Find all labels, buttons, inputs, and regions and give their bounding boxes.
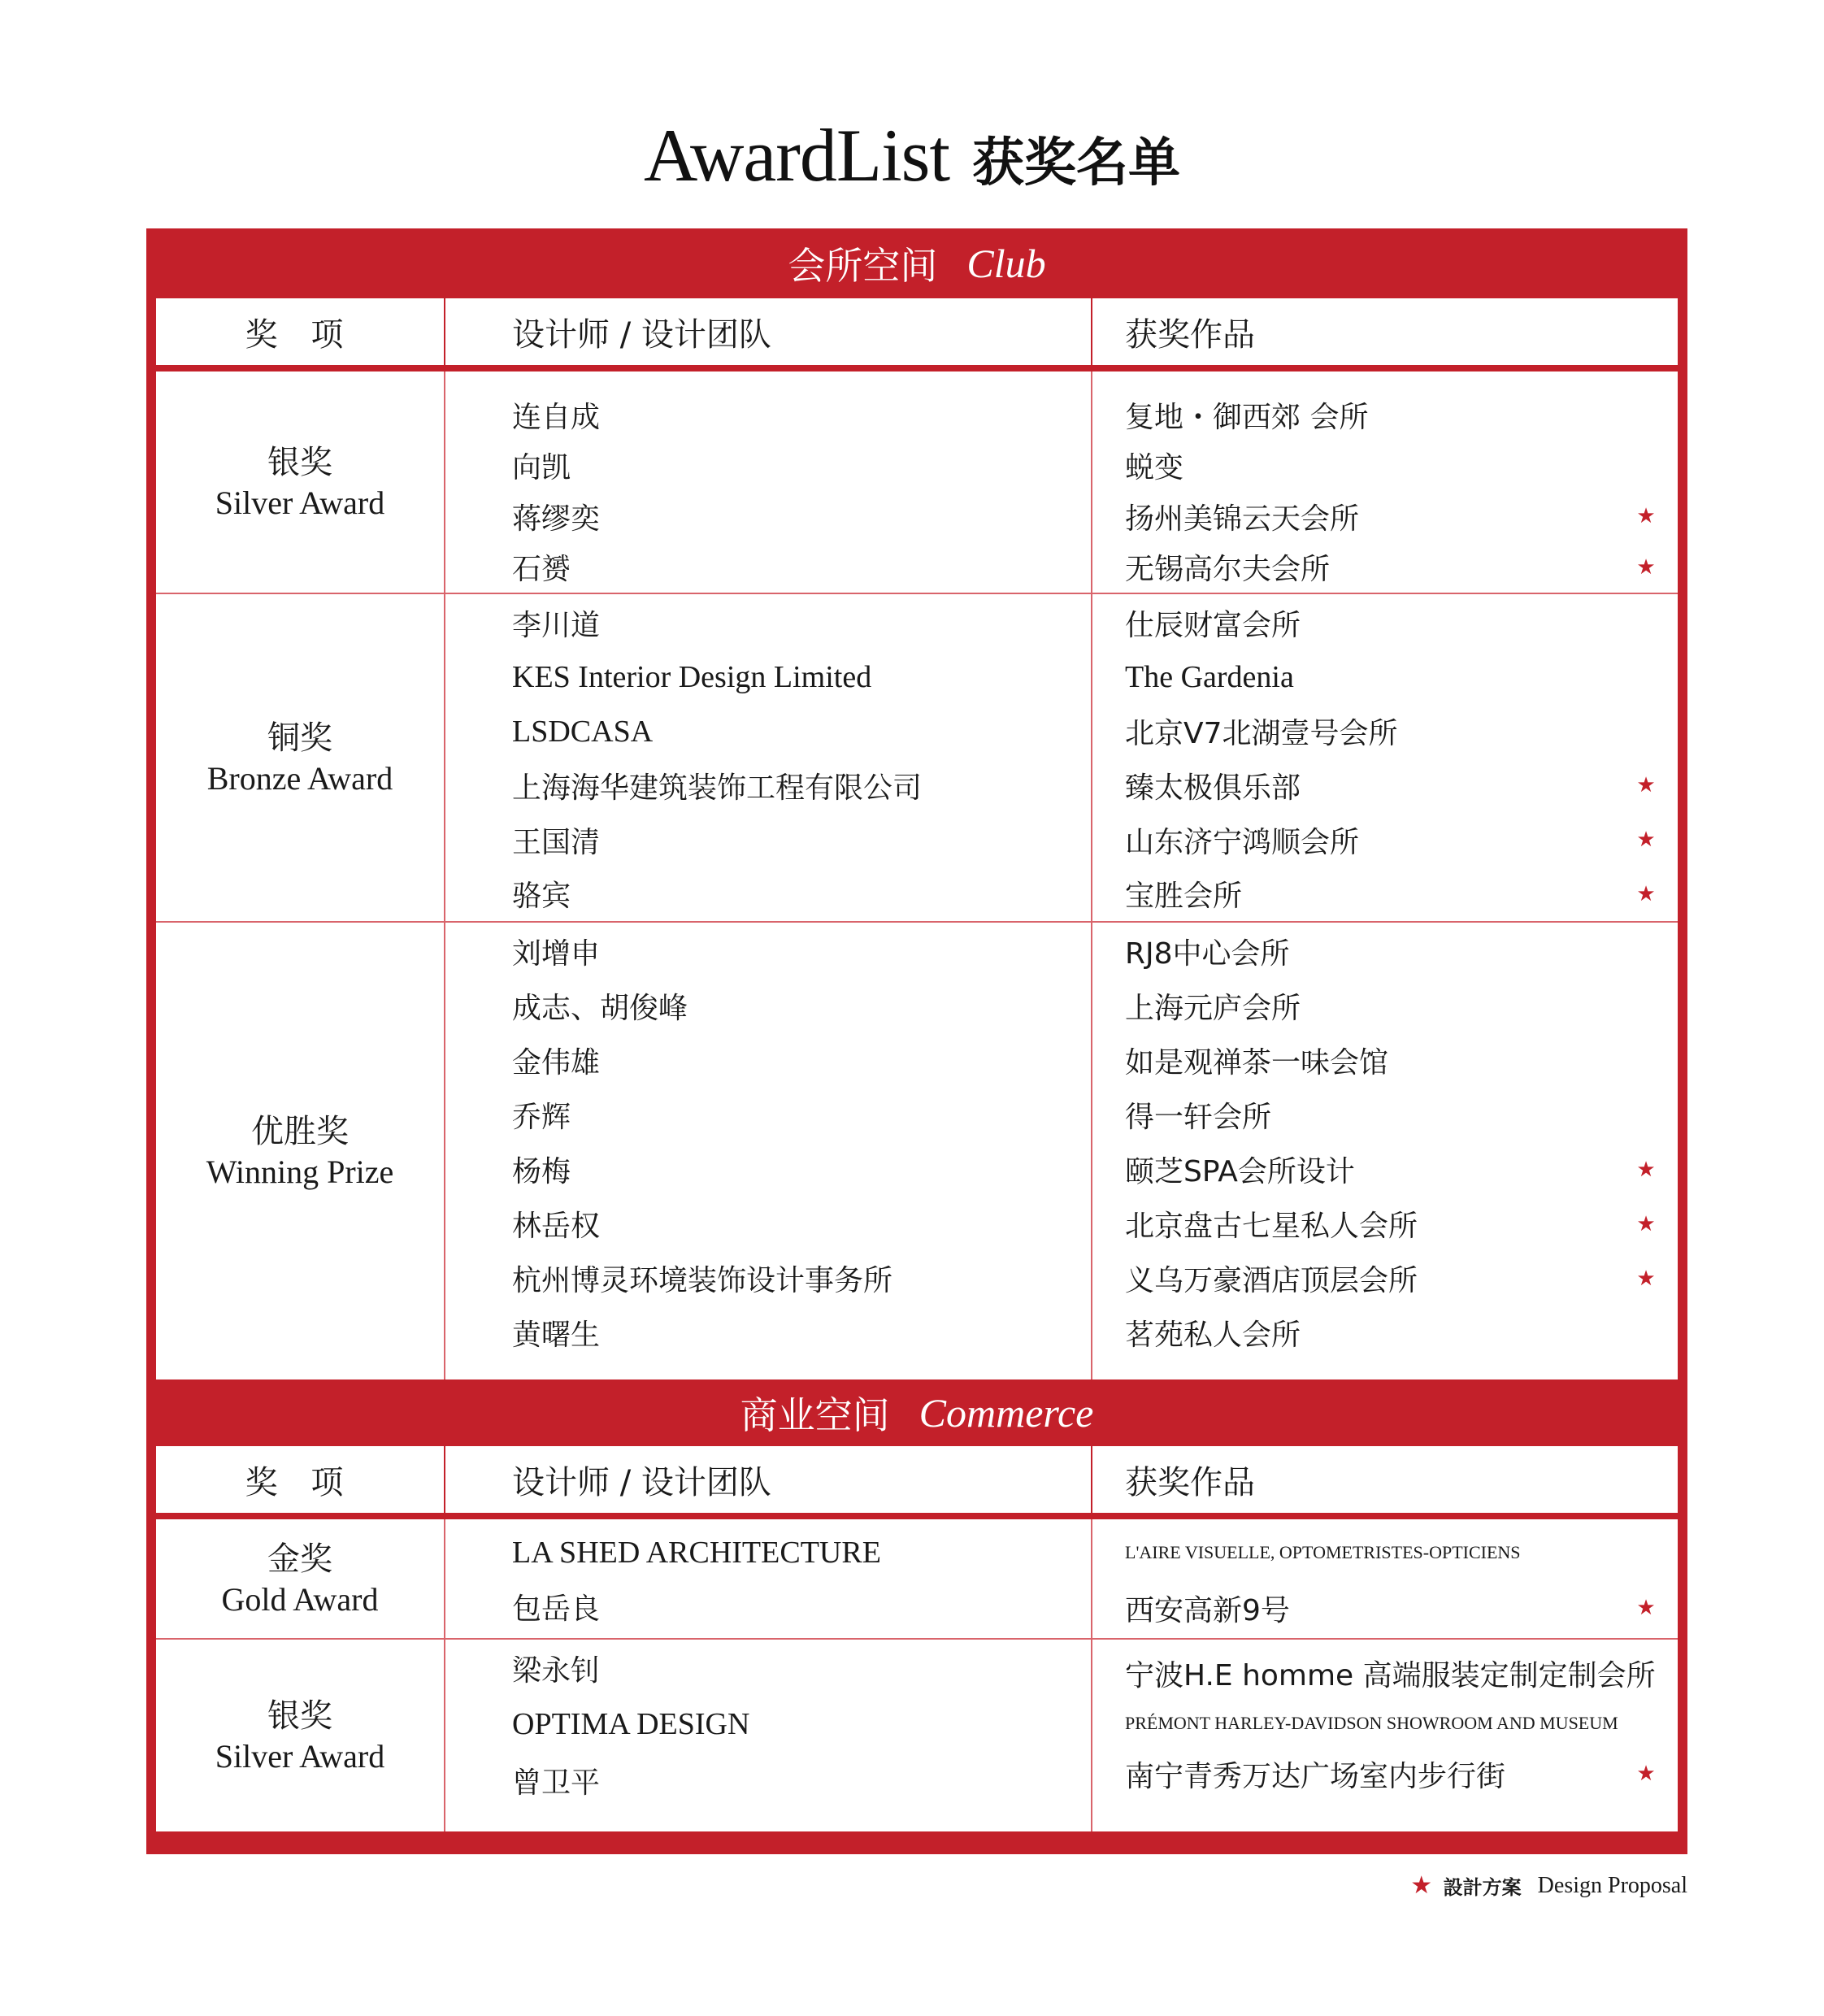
designer-name: 成志、胡俊峰: [512, 992, 688, 1025]
award-cell: 银奖 Silver Award: [156, 371, 445, 593]
award-table: [146, 228, 1687, 1854]
award-group-commerce-silver: [156, 1640, 1678, 1831]
work-item: 茗苑私人会所: [1125, 1319, 1301, 1352]
legend-label-en: Design Proposal: [1537, 1872, 1687, 1898]
designer-name: 刘增申: [512, 937, 601, 971]
designer-name: LA SHED ARCHITECTURE: [512, 1536, 881, 1570]
work-item: 北京V7北湖壹号会所: [1125, 717, 1398, 751]
work-item: 南宁青秀万达广场室内步行街 ★: [1125, 1745, 1658, 1802]
legend-label-cn: 設計方案: [1443, 1876, 1522, 1899]
page-title: [0, 112, 1824, 202]
work-item: 臻太极俱乐部 ★: [1125, 758, 1658, 813]
award-cell: 铜奖 Bronze Award: [156, 594, 445, 921]
header-award: 奖 项: [156, 1446, 445, 1513]
star-icon: ★: [1636, 1266, 1656, 1291]
award-cell: 金奖 Gold Award: [156, 1519, 445, 1638]
work-list: [1092, 1519, 1678, 1638]
header-designer: 设计师 / 设计团队: [445, 1446, 1092, 1513]
legend: [1409, 1871, 1687, 1900]
work-item: RJ8中心会所: [1125, 937, 1290, 971]
work-item: 无锡高尔夫会所 ★: [1125, 542, 1658, 593]
award-group-club-winning: [156, 923, 1678, 1379]
award-group-commerce-gold: [156, 1519, 1678, 1640]
work-item: 如是观禅茶一味会馆: [1125, 1046, 1389, 1080]
star-icon: ★: [1636, 1157, 1656, 1182]
designer-list: [445, 923, 1092, 1379]
work-item: 宁波H.E homme 高端服装定制定制会所: [1125, 1658, 1656, 1692]
designer-name: 石赟: [512, 553, 571, 587]
work-item: PRÉMONT HARLEY-DAVIDSON SHOWROOM AND MUSEUM: [1125, 1713, 1618, 1733]
designer-name: 黄曙生: [512, 1319, 601, 1352]
designer-name: 杭州博灵环境装饰设计事务所: [512, 1264, 893, 1297]
designer-name: 乔辉: [512, 1101, 571, 1134]
work-item: 仕辰财富会所: [1125, 608, 1301, 642]
work-item: L'AIRE VISUELLE, OPTOMETRISTES-OPTICIENS: [1125, 1542, 1521, 1562]
designer-name: 梁永钊: [512, 1653, 601, 1688]
designer-list: [445, 1640, 1092, 1831]
star-icon: ★: [1636, 1762, 1656, 1786]
work-list: [1092, 371, 1678, 593]
work-item: The Gardenia: [1125, 660, 1294, 694]
work-item: 山东济宁鸿顺会所 ★: [1125, 813, 1658, 867]
designer-list: [445, 1519, 1092, 1638]
award-cell: 优胜奖 Winning Prize: [156, 923, 445, 1379]
star-icon: ★: [1636, 554, 1656, 580]
designer-name: 金伟雄: [512, 1046, 601, 1080]
star-icon: ★: [1636, 504, 1656, 529]
column-headers: [156, 1446, 1678, 1513]
work-item: 复地・御西郊 会所: [1125, 400, 1369, 434]
work-item: 上海元庐会所: [1125, 992, 1301, 1025]
designer-name: 林岳权: [512, 1210, 601, 1243]
star-icon: ★: [1636, 881, 1656, 906]
work-item: 义乌万豪酒店顶层会所 ★: [1125, 1251, 1658, 1306]
designer-name: 杨梅: [512, 1155, 571, 1188]
designer-name: 骆宾: [512, 880, 571, 914]
work-list: [1092, 594, 1678, 921]
award-group-club-bronze: [156, 594, 1678, 923]
work-item: 北京盘古七星私人会所 ★: [1125, 1197, 1658, 1251]
designer-name: 蒋缪奕: [512, 502, 601, 536]
designer-name: 王国清: [512, 825, 601, 859]
work-list: [1092, 923, 1678, 1379]
designer-name: LSDCASA: [512, 714, 654, 749]
section-header-commerce: 商业空间 Commerce: [740, 1390, 1094, 1437]
award-group-club-silver: [156, 371, 1678, 594]
title-en: AwardList: [643, 114, 950, 197]
work-item: 得一轩会所: [1125, 1101, 1272, 1134]
header-work: 获奖作品: [1125, 1463, 1255, 1501]
designer-name: KES Interior Design Limited: [512, 660, 872, 694]
designer-name: 向凯: [512, 451, 571, 485]
header-work: 获奖作品: [1125, 315, 1255, 354]
star-icon: ★: [1636, 1596, 1656, 1620]
work-item: 西安高新9号 ★: [1125, 1579, 1658, 1636]
section-header-club: 会所空间 Club: [788, 241, 1046, 288]
designer-name: 连自成: [512, 400, 601, 434]
header-award: 奖 项: [156, 298, 445, 365]
star-icon: ★: [1636, 773, 1656, 798]
designer-name: 曾卫平: [512, 1766, 601, 1800]
work-item: 扬州美锦云天会所 ★: [1125, 491, 1658, 542]
star-icon: ★: [1636, 828, 1656, 853]
star-icon: ★: [1636, 1211, 1656, 1236]
column-headers: [156, 298, 1678, 365]
work-item: 颐芝SPA会所设计 ★: [1125, 1142, 1658, 1197]
work-item: 宝胜会所 ★: [1125, 867, 1658, 921]
designer-name: OPTIMA DESIGN: [512, 1707, 750, 1741]
work-list: [1092, 1640, 1678, 1831]
designer-list: [445, 371, 1092, 593]
designer-name: 包岳良: [512, 1592, 601, 1626]
star-icon: ★: [1410, 1871, 1433, 1900]
header-designer: 设计师 / 设计团队: [445, 298, 1092, 365]
title-cn: 获奖名单: [972, 133, 1181, 193]
designer-name: 上海海华建筑装饰工程有限公司: [512, 771, 923, 805]
work-item: 蜕变: [1125, 451, 1184, 485]
award-cell: 银奖 Silver Award: [156, 1640, 445, 1831]
designer-name: 李川道: [512, 608, 601, 642]
designer-list: [445, 594, 1092, 921]
